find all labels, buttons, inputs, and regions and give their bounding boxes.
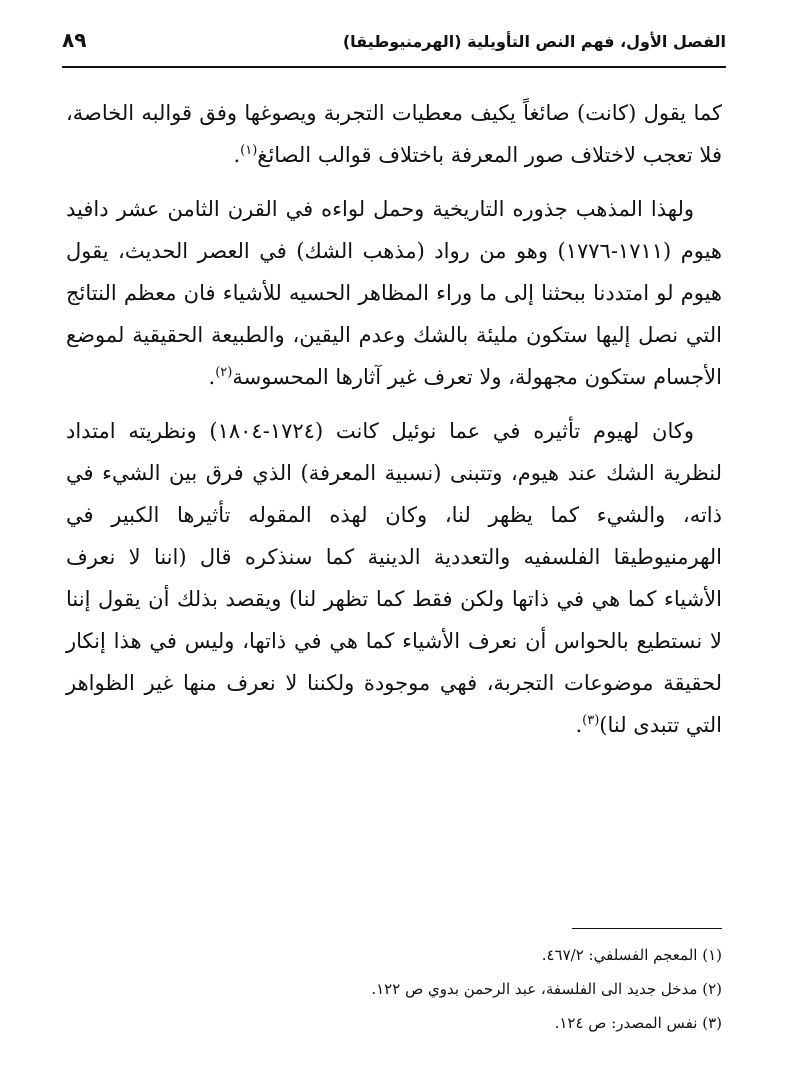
paragraph-1 xyxy=(66,92,722,176)
footnote-2: (٢) مدخل جديد الى الفلسفة، عبد الرحمن بدوي ص ١٢٢. xyxy=(371,980,722,998)
footnote-ref-3: (٣) xyxy=(582,713,600,728)
footnotes xyxy=(66,938,722,1040)
footnote-3: (٣) نفس المصدر: ص ١٢٤. xyxy=(554,1014,722,1032)
paragraph-3 xyxy=(66,410,722,746)
paragraph-text: وكان لهيوم تأثيره في عما نوئيل كانت (١٧٢٤-١٨٠٤) ونظريته امتداد لنظرية الشك عند هيوم، وتتبنى (نسبية المعرفة) الذي فرق بين الشيء في ذاته، والشيء كما يظهر لنا، وكان لهذه المقوله تأثيرها الكبير في الهرمنيوطيقا الفلسفيه والتعددية الدينية كما سنذكره قال (اننا لا نعرف الأشياء كما هي في ذاتها ولكن فقط كما تظهر لنا) ويقصد بذلك أن يقول إننا لا نستطيع بالحواس أن نعرف الأشياء كما هي في ذاتها، وليس في هذا إنكار لحقيقة موضوعات التجربة، فهي موجودة ولكننا لا نعرف منها غير الظواهر التي تتبدى لنا) xyxy=(66,419,722,737)
footnote-rule xyxy=(572,928,722,929)
chapter-title: الفصل الأول، فهم النص التأويلية (الهرمنيوطيقا) xyxy=(342,32,726,51)
footnote-1: (١) المعجم الفسلفي: ٤٦٧/٢. xyxy=(541,946,722,964)
paragraph-text: كما يقول (كانت) صائغاً يكيف معطيات التجربة ويصوغها وفق قوالبه الخاصة، فلا تعجب لاختلاف صور المعرفة باختلاف قوالب الصائغ xyxy=(66,101,722,167)
page-number: ٨٩ xyxy=(62,28,87,52)
sentence-end: . xyxy=(233,143,241,167)
footnote-ref-1: (١) xyxy=(240,143,258,158)
body-text xyxy=(66,92,722,758)
header-rule xyxy=(62,66,726,68)
paragraph-2 xyxy=(66,188,722,398)
paragraph-text: ولهذا المذهب جذوره التاريخية وحمل لواءه في القرن الثامن عشر دافيد هيوم (١٧١١-١٧٧٦) وهو من رواد (مذهب الشك) في العصر الحديث، يقول هيوم لو امتددنا ببحثنا إلى ما وراء المظاهر الحسيه للأشياء فان معظم النتائج التي نصل إليها ستكون مليئة بالشك وعدم اليقين، والطبيعة الحقيقية لموضع الأجسام ستكون مجهولة، ولا تعرف غير آثارها المحسوسة xyxy=(66,197,722,389)
sentence-end: . xyxy=(575,713,583,737)
footnote-ref-2: (٢) xyxy=(215,365,233,380)
running-header xyxy=(62,22,726,62)
sentence-end: . xyxy=(208,365,216,389)
